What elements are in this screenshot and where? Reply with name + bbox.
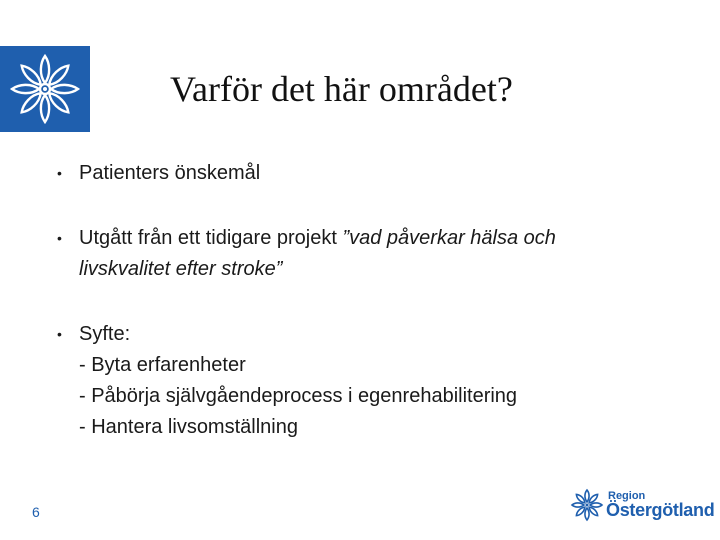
bullet-text: Patienters önskemål	[79, 162, 261, 184]
bullet-list	[57, 158, 677, 443]
purpose-item: - Påbörja självgåendeprocess i egenrehabilitering	[79, 385, 518, 407]
purpose-item: - Byta erfarenheter	[79, 354, 246, 376]
logo-name-text: Östergötland	[606, 500, 715, 520]
flower-emblem-icon	[7, 51, 83, 127]
bullet-text: Utgått från ett tidigare projekt	[79, 227, 343, 249]
top-left-logo	[0, 46, 90, 132]
bullet-dot-icon: •	[57, 165, 62, 181]
bullet-dot-icon: •	[57, 326, 62, 342]
flower-logo-icon	[570, 488, 604, 522]
bullet-patient-wishes	[57, 158, 677, 189]
bullet-previous-project	[57, 223, 677, 285]
bullet-dot-icon: •	[57, 230, 62, 246]
project-quote-line1: ”vad påverkar hälsa och	[342, 227, 556, 249]
slide-title: Varför det här området?	[170, 69, 513, 109]
purpose-item: - Hantera livsomställning	[79, 416, 298, 438]
bullet-purpose	[57, 319, 677, 443]
page-number: 6	[32, 504, 40, 520]
project-quote-line2: livskvalitet efter stroke”	[79, 258, 283, 280]
logo-region-text: Region	[608, 490, 646, 502]
region-logo	[570, 486, 715, 526]
purpose-heading: Syfte:	[79, 323, 131, 345]
